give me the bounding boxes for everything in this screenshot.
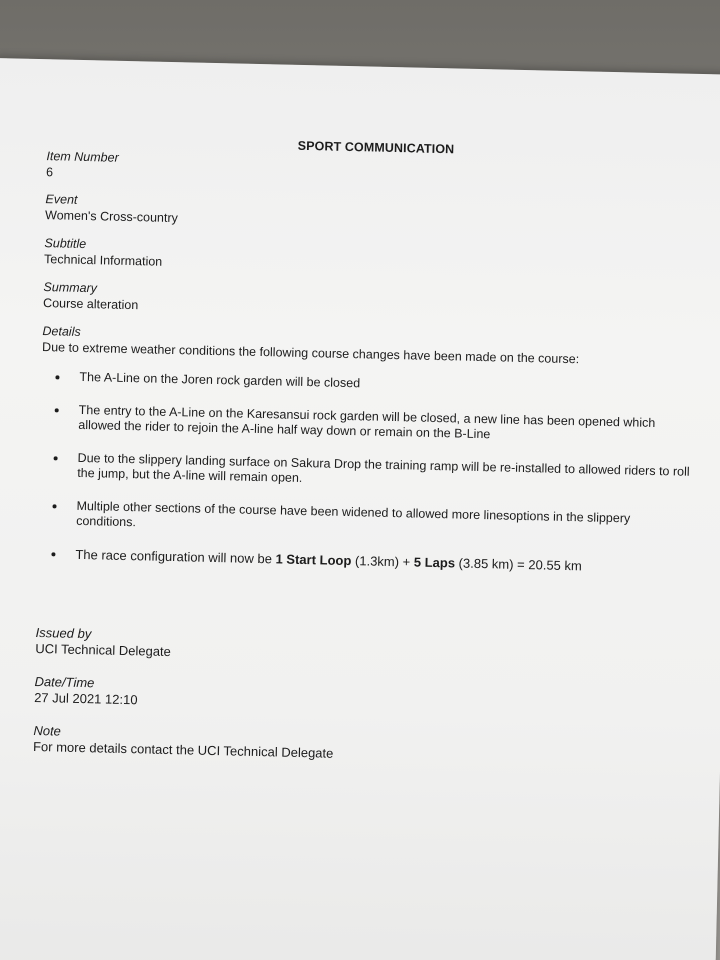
bullet-dot — [54, 456, 58, 460]
details-label: Details — [42, 324, 81, 339]
note-value: For more details contact the UCI Technical Delegate — [32, 738, 334, 761]
event-value: Women's Cross-country — [44, 208, 179, 226]
race-config-start-loop-distance: (1.3km) + — [351, 553, 415, 570]
event-label: Event — [45, 192, 78, 207]
document-title: SPORT COMMUNICATION — [297, 138, 455, 157]
date-time-label: Date/Time — [34, 673, 95, 691]
subtitle-value: Technical Information — [43, 252, 163, 269]
race-config-prefix: The race configuration will now be — [75, 546, 276, 567]
item-number-value: 6 — [45, 165, 54, 180]
details-intro: Due to extreme weather conditions the following course changes have been made on the course: — [41, 340, 580, 367]
summary-value: Course alteration — [42, 296, 139, 313]
bullet-text: The A-Line on the Joren rock garden will be closed — [79, 369, 361, 391]
race-config-laps: 5 Laps — [413, 554, 456, 571]
subtitle-label: Subtitle — [44, 236, 87, 252]
bullet-text: Multiple other sections of the course have been widened to allowed more linesoptions in the slippery conditions. — [76, 498, 631, 530]
race-config-start-loop: 1 Start Loop — [275, 551, 352, 569]
bullet-item — [54, 402, 695, 447]
race-configuration-bullet — [51, 546, 691, 576]
note-field — [33, 723, 334, 762]
bullet-dot — [55, 375, 59, 379]
item-number-field — [46, 149, 119, 182]
item-number-label: Item Number — [46, 149, 119, 165]
details-bullet-list — [51, 369, 696, 593]
bullet-text: Due to the slippery landing surface on Sakura Drop the training ramp will be re-installed to allowed riders to roll the jump, but the A-line will remain open. — [77, 450, 690, 485]
note-label: Note — [33, 722, 62, 739]
summary-label: Summary — [43, 280, 98, 296]
bullet-dot — [52, 504, 56, 508]
bullet-text: The entry to the A-Line on the Karesansui rock garden will be closed, a new line has been opened which allowed the rider to rejoin the A-line half way down or remain on the B-Line — [78, 402, 656, 442]
subtitle-field — [44, 236, 163, 270]
bullet-dot — [51, 552, 55, 556]
issued-by-value: UCI Technical Delegate — [35, 640, 172, 660]
date-time-field — [34, 674, 138, 708]
date-time-value: 27 Jul 2021 12:10 — [34, 689, 138, 708]
issued-by-field — [35, 625, 171, 660]
bullet-dot — [55, 408, 59, 412]
details-field — [42, 324, 580, 367]
summary-field — [43, 280, 139, 313]
event-field — [45, 192, 178, 226]
race-config-laps-distance: (3.85 km) = 20.55 km — [454, 555, 582, 574]
bullet-item — [52, 498, 693, 543]
issued-by-label: Issued by — [35, 624, 92, 642]
bullet-item — [53, 450, 694, 495]
bullet-item — [55, 369, 695, 399]
